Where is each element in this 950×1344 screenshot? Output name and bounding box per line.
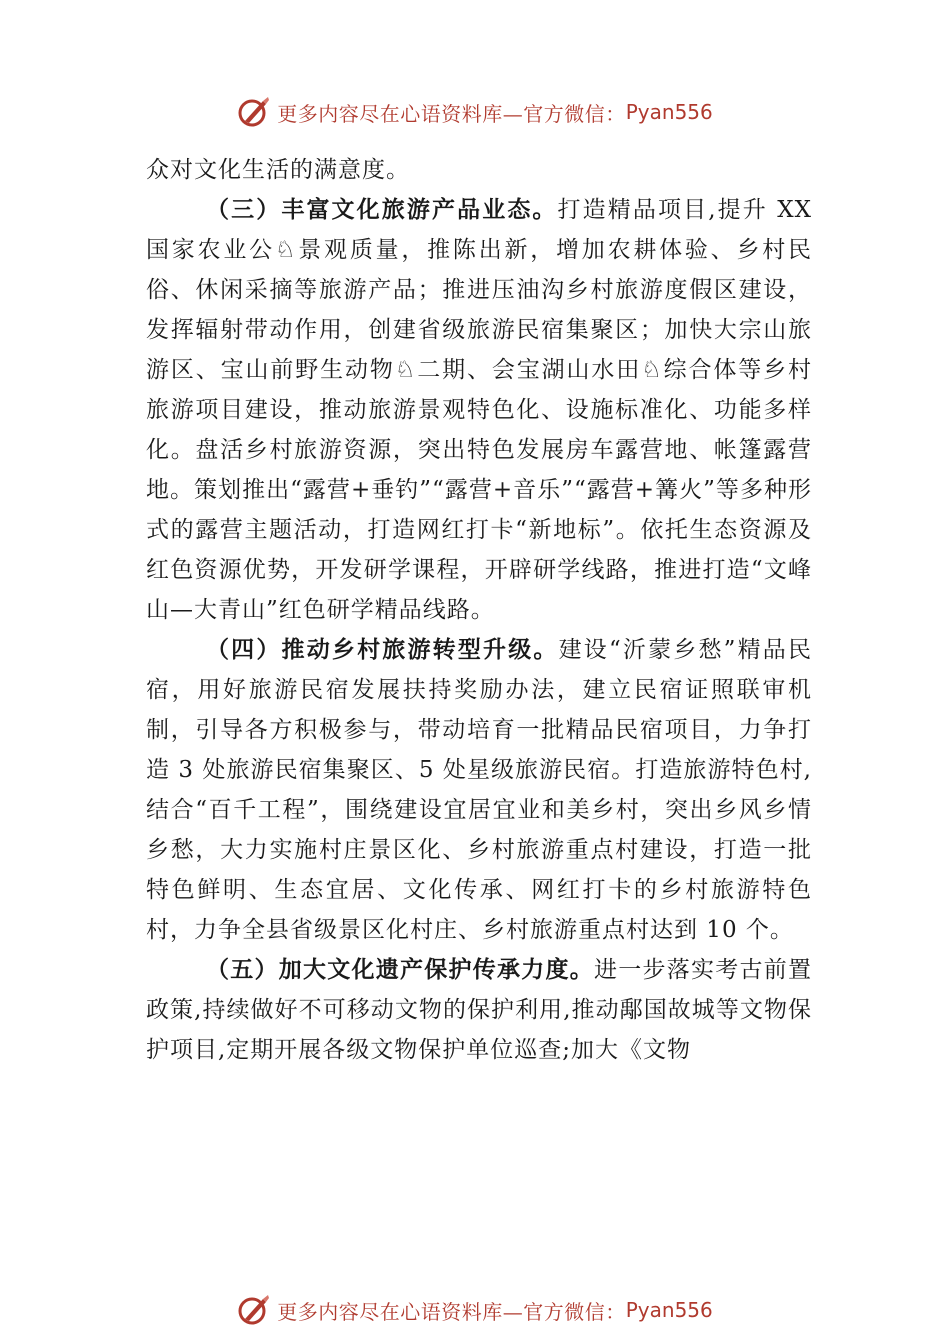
header-watermark-banner [0,92,950,132]
paragraph-text: 众对文化生活的满意度。 [146,157,410,183]
paragraph-section-3 [146,190,812,630]
paragraph-text: 进一步落实考古前置政策,持续做好不可移动文物的保护利用,推动鄅国故城等文物保护项目,定期开展各级文物保护单位巡查;加大《文物 [146,957,812,1063]
footer-watermark-banner [0,1290,950,1330]
quill-pen-logo-icon [237,95,271,129]
section-heading: （四）推动乡村旅游转型升级。 [206,636,559,663]
paragraph-section-5 [146,950,812,1070]
banner-text: 更多内容尽在心语资料库—官方微信： [277,101,626,126]
paragraph-text: 打造精品项目,提升 XX 国家农业公♘景观质量，推陈出新，增加农耕体验、乡村民俗、休闲采摘等旅游产品；推进压油沟乡村旅游度假区建设，发挥辐射带动作用，创建省级旅游民宿集聚区；加快大宗山旅游区、宝山前野生动物♘二期、会宝湖山水田♘综合体等乡村旅游项目建设，推动旅游景观特色化、设施标准化、功能多样化。盘活乡村旅游资源，突出特色发展房车露营地、帐篷露营地。策划推出“露营+垂钓”“露营+音乐”“露营+篝火”等多种形式的露营主题活动，打造网红打卡“新地标”。依托生态资源及红色资源优势，开发研学课程，开辟研学线路，推进打造“文峰山—大青山”红色研学精品线路。 [146,197,812,623]
document-body [146,150,812,1070]
banner-account: Pyan556 [625,1298,713,1322]
paragraph-section-4 [146,630,812,950]
quill-pen-logo-icon [237,1293,271,1327]
section-heading: （五）加大文化遗产保护传承力度。 [206,956,594,983]
banner-text: 更多内容尽在心语资料库—官方微信： [277,1299,626,1324]
section-heading: （三）丰富文化旅游产品业态。 [206,196,558,223]
paragraph-continuation [146,150,812,190]
banner-account: Pyan556 [625,100,713,124]
paragraph-text: 建设“沂蒙乡愁”精品民宿，用好旅游民宿发展扶持奖励办法，建立民宿证照联审机制，引导各方积极参与，带动培育一批精品民宿项目，力争打造 3 处旅游民宿集聚区、5 处星级旅游民宿。打造旅游特色村,结合“百千工程”，围绕建设宜居宜业和美乡村，突出乡风乡情乡愁，大力实施村庄景区化、乡村旅游重点村建设，打造一批特色鲜明、生态宜居、文化传承、网红打卡的乡村旅游特色村，力争全县省级景区化村庄、乡村旅游重点村达到 10 个。 [146,637,812,943]
